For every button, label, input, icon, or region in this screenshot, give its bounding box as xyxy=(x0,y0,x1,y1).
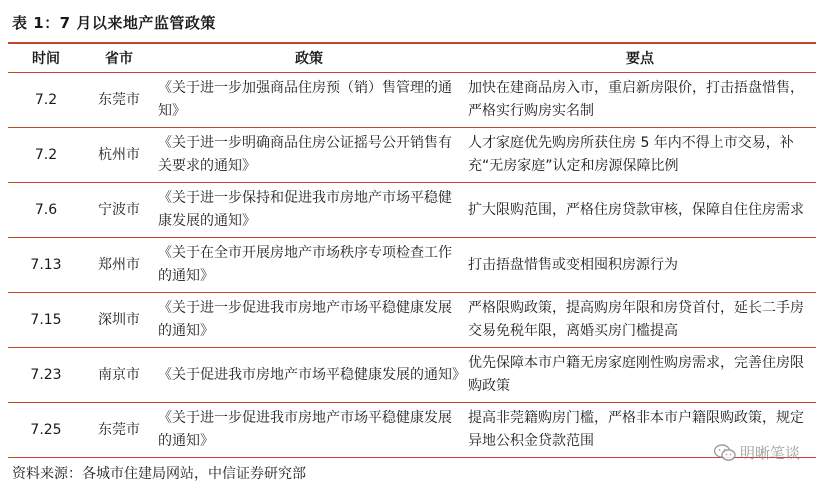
cell-policy: 《关于进一步加强商品住房预（销）售管理的通知》 xyxy=(154,73,464,128)
table-row xyxy=(8,403,816,458)
header-city: 省市 xyxy=(84,43,154,73)
table-row xyxy=(8,128,816,183)
cell-city: 东莞市 xyxy=(84,403,154,458)
cell-policy: 《关于在全市开展房地产市场秩序专项检查工作的通知》 xyxy=(154,238,464,293)
cell-date: 7.15 xyxy=(8,293,84,348)
cell-date: 7.25 xyxy=(8,403,84,458)
cell-date: 7.13 xyxy=(8,238,84,293)
cell-policy: 《关于进一步保持和促进我市房地产市场平稳健康发展的通知》 xyxy=(154,183,464,238)
watermark xyxy=(714,442,800,463)
table-row xyxy=(8,348,816,403)
table-header-row xyxy=(8,43,816,73)
policy-table xyxy=(8,42,816,458)
cell-points: 加快在建商品房入市，重启新房限价，打击捂盘惜售，严格实行购房实名制 xyxy=(464,73,816,128)
table-row xyxy=(8,293,816,348)
cell-city: 南京市 xyxy=(84,348,154,403)
cell-city: 杭州市 xyxy=(84,128,154,183)
cell-points: 扩大限购范围，严格住房贷款审核，保障自住住房需求 xyxy=(464,183,816,238)
cell-points: 打击捂盘惜售或变相囤积房源行为 xyxy=(464,238,816,293)
cell-city: 宁波市 xyxy=(84,183,154,238)
table-caption: 表 1：7 月以来地产监管政策 xyxy=(12,14,216,32)
cell-city: 深圳市 xyxy=(84,293,154,348)
source-note: 资料来源：各城市住建局网站，中信证券研究部 xyxy=(12,466,306,482)
header-points: 要点 xyxy=(464,43,816,73)
cell-city: 东莞市 xyxy=(84,73,154,128)
watermark-text: 明晰笔谈 xyxy=(739,444,800,462)
header-policy: 政策 xyxy=(154,43,464,73)
cell-date: 7.2 xyxy=(8,128,84,183)
wechat-icon xyxy=(714,444,736,462)
cell-policy: 《关于进一步促进我市房地产市场平稳健康发展的通知》 xyxy=(154,293,464,348)
cell-policy: 《关于进一步促进我市房地产市场平稳健康发展的通知》 xyxy=(154,403,464,458)
cell-date: 7.2 xyxy=(8,73,84,128)
cell-points: 优先保障本市户籍无房家庭刚性购房需求，完善住房限购政策 xyxy=(464,348,816,403)
cell-policy: 《关于进一步明确商品住房公证摇号公开销售有关要求的通知》 xyxy=(154,128,464,183)
cell-points: 人才家庭优先购房所获住房 5 年内不得上市交易，补充“无房家庭”认定和房源保障比例 xyxy=(464,128,816,183)
header-date: 时间 xyxy=(8,43,84,73)
table-row xyxy=(8,183,816,238)
cell-points: 严格限购政策，提高购房年限和房贷首付，延长二手房交易免税年限，离婚买房门槛提高 xyxy=(464,293,816,348)
table-row xyxy=(8,73,816,128)
cell-date: 7.6 xyxy=(8,183,84,238)
table-row xyxy=(8,238,816,293)
cell-date: 7.23 xyxy=(8,348,84,403)
cell-policy: 《关于促进我市房地产市场平稳健康发展的通知》 xyxy=(154,348,464,403)
cell-points: 提高非莞籍购房门槛，严格非本市户籍限购政策，规定异地公积金贷款范围 xyxy=(464,403,816,458)
cell-city: 郑州市 xyxy=(84,238,154,293)
